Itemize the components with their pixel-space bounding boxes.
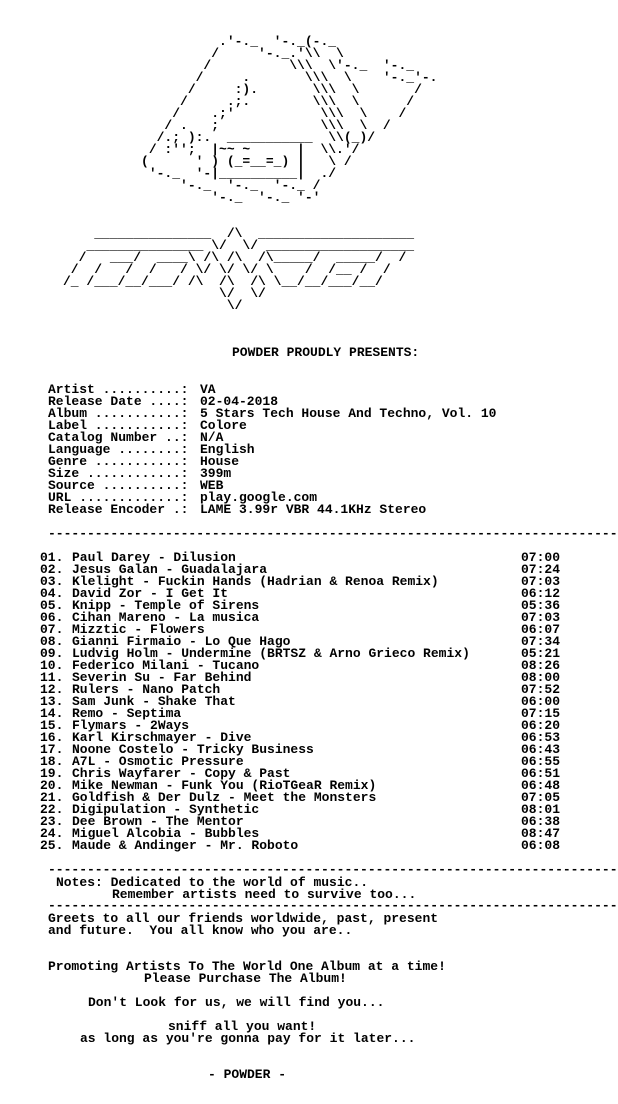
track-title: Rulers - Nano Patch bbox=[72, 682, 221, 697]
info-value: 399m bbox=[200, 466, 232, 481]
info-row bbox=[48, 504, 496, 516]
info-key: Source ..........: bbox=[48, 478, 189, 493]
info-value: N/A bbox=[200, 430, 224, 445]
notes-line-2: Remember artists need to survive too... bbox=[112, 887, 417, 902]
info-key: Release Encoder .: bbox=[48, 502, 189, 517]
track-num: 17. bbox=[40, 742, 64, 757]
track-dur: 06:12 bbox=[520, 586, 560, 601]
track-num: 14. bbox=[40, 706, 64, 721]
track-dur: 07:00 bbox=[520, 550, 560, 565]
track-title: Karl Kirschmayer - Dive bbox=[72, 730, 252, 745]
track-title: A7L - Osmotic Pressure bbox=[72, 754, 244, 769]
info-key: Genre ...........: bbox=[48, 454, 189, 469]
info-value: LAME 3.99r VBR 44.1KHz Stereo bbox=[200, 502, 427, 517]
track-title: Maude & Andinger - Mr. Roboto bbox=[72, 838, 299, 853]
track-num: 20. bbox=[40, 778, 64, 793]
track-title: David Zor - I Get It bbox=[72, 586, 229, 601]
track-num: 04. bbox=[40, 586, 64, 601]
release-info bbox=[48, 384, 496, 516]
info-value: 5 Stars Tech House And Techno, Vol. 10 bbox=[200, 406, 497, 421]
dont-look-line: Don't Look for us, we will find you... bbox=[88, 995, 385, 1010]
track-num: 05. bbox=[40, 598, 64, 613]
track-num: 18. bbox=[40, 754, 64, 769]
track-title: Jesus Galan - Guadalajara bbox=[72, 562, 268, 577]
greets-line-2: and future. You all know who you are.. bbox=[48, 923, 353, 938]
track-title: Flymars - 2Ways bbox=[72, 718, 190, 733]
sniff-line-1: sniff all you want! bbox=[168, 1019, 317, 1034]
track-title: Noone Costelo - Tricky Business bbox=[72, 742, 314, 757]
track-title: Mizztic - Flowers bbox=[72, 622, 205, 637]
track-num: 03. bbox=[40, 574, 64, 589]
info-key: Catalog Number ..: bbox=[48, 430, 189, 445]
track-num: 07. bbox=[40, 622, 64, 637]
track-num: 01. bbox=[40, 550, 64, 565]
track-title: Mike Newman - Funk You (RioTGeaR Remix) bbox=[72, 778, 377, 793]
track-dur: 06:51 bbox=[520, 766, 560, 781]
track-title: Remo - Septima bbox=[72, 706, 182, 721]
track-dur: 07:52 bbox=[520, 682, 560, 697]
track-dur: 05:36 bbox=[520, 598, 560, 613]
track-dur: 06:00 bbox=[520, 694, 560, 709]
info-value: 02-04-2018 bbox=[200, 394, 279, 409]
track-title: Ludvig Holm - Undermine (BRTSZ & Arno Grieco Remix) bbox=[72, 646, 470, 661]
info-value: WEB bbox=[200, 478, 224, 493]
info-key: URL .............: bbox=[48, 490, 189, 505]
info-key: Label ...........: bbox=[48, 418, 189, 433]
track-dur: 06:38 bbox=[520, 814, 560, 829]
separator-1: ------------------------------------------------------------------------- bbox=[48, 526, 618, 541]
track-dur: 06:43 bbox=[520, 742, 560, 757]
info-key: Release Date ....: bbox=[48, 394, 189, 409]
info-value: play.google.com bbox=[200, 490, 318, 505]
track-title: Federico Milani - Tucano bbox=[72, 658, 260, 673]
promo-line-1: Promoting Artists To The World One Album at a time! bbox=[48, 959, 446, 974]
track-dur: 08:26 bbox=[520, 658, 560, 673]
track-title: Sam Junk - Shake That bbox=[72, 694, 236, 709]
track-title: Miguel Alcobia - Bubbles bbox=[72, 826, 260, 841]
tracklist bbox=[40, 552, 560, 852]
track-num: 25. bbox=[40, 838, 64, 853]
track-num: 21. bbox=[40, 790, 64, 805]
track-num: 12. bbox=[40, 682, 64, 697]
track-dur: 08:47 bbox=[520, 826, 560, 841]
info-key: Artist ..........: bbox=[48, 382, 189, 397]
notes-line-1: Notes: Dedicated to the world of music.. bbox=[56, 875, 369, 890]
track-dur: 06:08 bbox=[520, 838, 560, 853]
track-dur: 07:15 bbox=[520, 706, 560, 721]
track-row bbox=[40, 840, 560, 852]
track-dur: 06:53 bbox=[520, 730, 560, 745]
sniff-line-2: as long as you're gonna pay for it later... bbox=[80, 1031, 416, 1046]
track-title: Paul Darey - Dilusion bbox=[72, 550, 236, 565]
track-title: Chris Wayfarer - Copy & Past bbox=[72, 766, 291, 781]
track-dur: 06:48 bbox=[520, 778, 560, 793]
track-num: 15. bbox=[40, 718, 64, 733]
presents-heading: POWDER PROUDLY PRESENTS: bbox=[232, 345, 420, 360]
info-key: Album ...........: bbox=[48, 406, 189, 421]
track-num: 10. bbox=[40, 658, 64, 673]
track-num: 06. bbox=[40, 610, 64, 625]
track-num: 23. bbox=[40, 814, 64, 829]
track-title: Goldfish & Der Dulz - Meet the Monsters bbox=[72, 790, 377, 805]
info-key: Size ............: bbox=[48, 466, 189, 481]
track-num: 11. bbox=[40, 670, 64, 685]
info-key: Language ........: bbox=[48, 442, 189, 457]
track-dur: 07:03 bbox=[520, 610, 560, 625]
info-value: English bbox=[200, 442, 255, 457]
info-value: Colore bbox=[200, 418, 247, 433]
track-dur: 06:07 bbox=[520, 622, 560, 637]
separator-3: ------------------------------------------------------------------------- bbox=[48, 898, 618, 913]
track-num: 24. bbox=[40, 826, 64, 841]
track-num: 19. bbox=[40, 766, 64, 781]
info-value: House bbox=[200, 454, 240, 469]
track-title: Cihan Mareno - La musica bbox=[72, 610, 260, 625]
track-dur: 08:01 bbox=[520, 802, 560, 817]
separator-2: ------------------------------------------------------------------------- bbox=[48, 862, 618, 877]
track-num: 08. bbox=[40, 634, 64, 649]
track-dur: 05:21 bbox=[520, 646, 560, 661]
track-num: 02. bbox=[40, 562, 64, 577]
track-num: 09. bbox=[40, 646, 64, 661]
track-title: Dee Brown - The Mentor bbox=[72, 814, 244, 829]
ascii-art-block: .'-._ '-._(-._ / '-._.'\\ \ / \\\ \'-._ '-._ / . \\\ \ '-._'-. / :). \\\ \ / / .;. \\\ \ / / .;' \\\ \ / / . ; \\\ \ / /.; ):. ___________ \\(_)/ / :''; |~~ ~ | \\.'/ ( ' ) (_=__=_) | \ / '-._ '-|__________| ./ '-._ '-._ '-._ / '-._ '-._ '-' _______________ /\ ____________________ _______________ \/ \/ ___________________ / ___/ ____\ /\ /\ /\_____/ _____/ / / / / / / \/ \/ \/ \ / /__ / / /_ /___/__/___/ /\ /\ /\ \__/__/___/__/ \/ \/ \/ bbox=[63, 34, 438, 313]
info-value: VA bbox=[200, 382, 216, 397]
greets-line-1: Greets to all our friends worldwide, past, present bbox=[48, 911, 439, 926]
track-title: Knipp - Temple of Sirens bbox=[72, 598, 260, 613]
track-num: 22. bbox=[40, 802, 64, 817]
track-title: Severin Su - Far Behind bbox=[72, 670, 252, 685]
track-title: Klelight - Fuckin Hands (Hadrian & Renoa Remix) bbox=[72, 574, 439, 589]
promo-line-2: Please Purchase The Album! bbox=[144, 971, 347, 986]
track-title: Gianni Firmaio - Lo Que Hago bbox=[72, 634, 291, 649]
track-dur: 07:05 bbox=[520, 790, 560, 805]
track-title: Digipulation - Synthetic bbox=[72, 802, 260, 817]
track-num: 16. bbox=[40, 730, 64, 745]
track-dur: 07:34 bbox=[520, 634, 560, 649]
track-dur: 07:24 bbox=[520, 562, 560, 577]
track-dur: 06:20 bbox=[520, 718, 560, 733]
footer-signature: - POWDER - bbox=[208, 1067, 287, 1082]
track-dur: 06:55 bbox=[520, 754, 560, 769]
track-dur: 07:03 bbox=[520, 574, 560, 589]
track-dur: 08:00 bbox=[520, 670, 560, 685]
track-num: 13. bbox=[40, 694, 64, 709]
